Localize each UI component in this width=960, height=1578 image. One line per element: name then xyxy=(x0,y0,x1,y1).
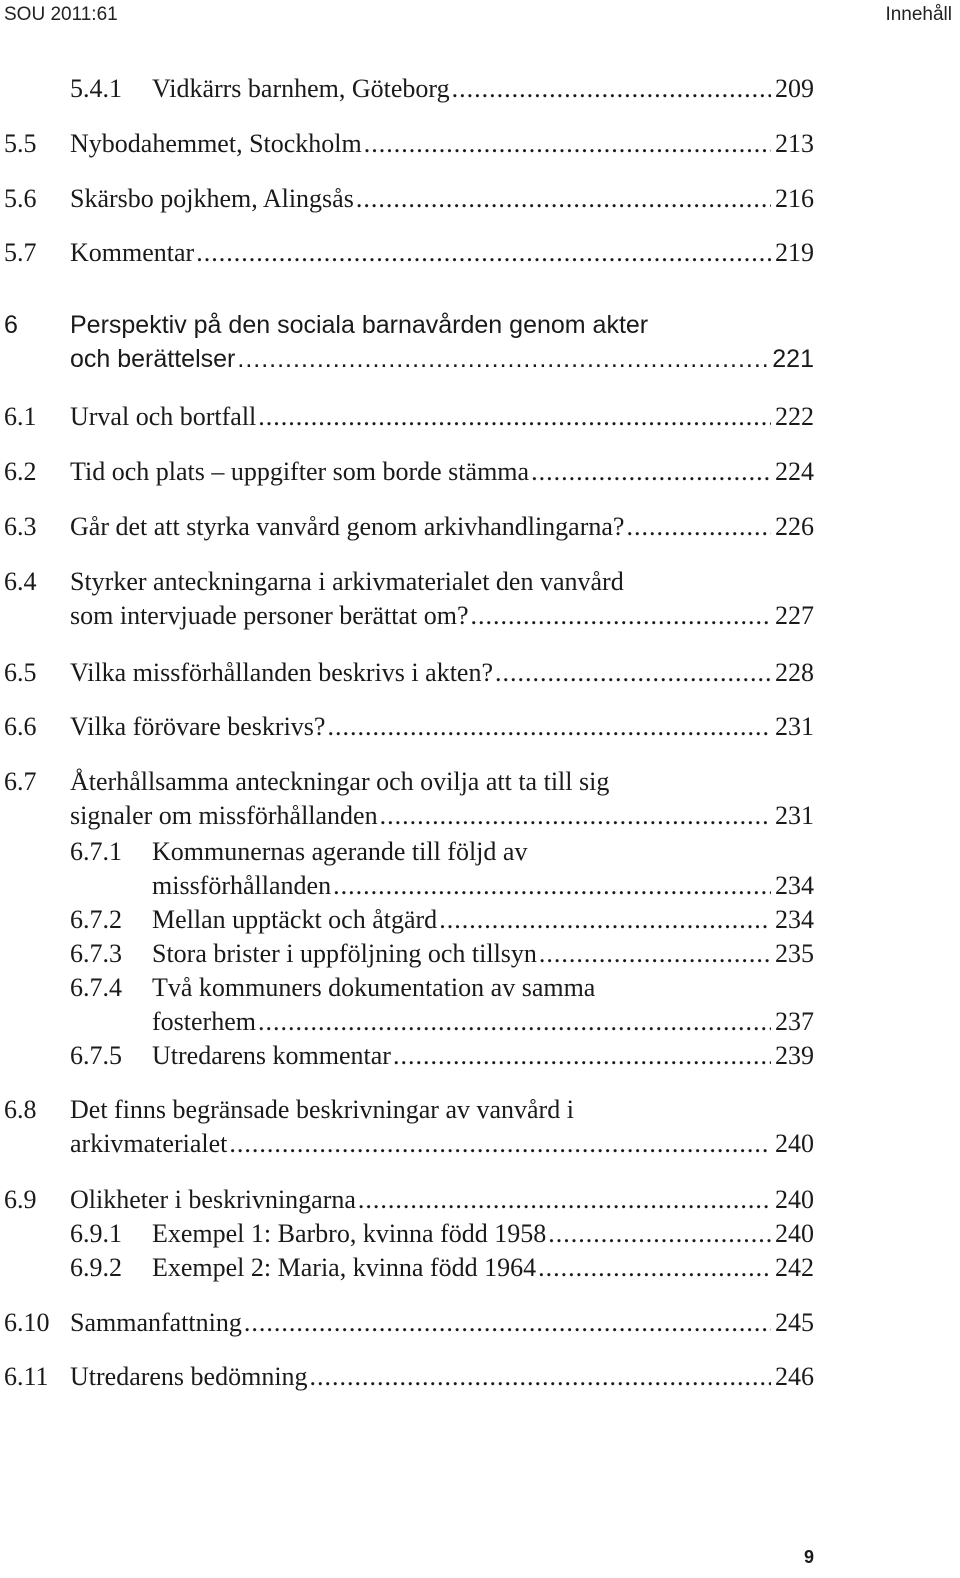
toc-entry-number: 6.5 xyxy=(4,658,37,687)
toc-entry-title: Nybodahemmet, Stockholm xyxy=(70,129,362,158)
dot-leader xyxy=(356,182,771,216)
toc-entry-page: 213 xyxy=(775,129,814,158)
toc-entry-title: Utredarens kommentar xyxy=(152,1041,391,1070)
dot-leader xyxy=(333,869,771,903)
toc-entry-title: Vidkärrs barnhem, Göteborg xyxy=(152,74,450,103)
toc-entry-title: Mellan upptäckt och åtgärd xyxy=(152,905,438,934)
running-header-left: SOU 2011:61 xyxy=(4,4,118,25)
dot-leader xyxy=(310,1360,771,1394)
toc-entry-title: som intervjuade personer berättat om? xyxy=(70,601,469,630)
toc-entry-page: 209 xyxy=(775,74,814,103)
toc-entry-title: signaler om missförhållanden xyxy=(70,801,378,830)
dot-leader xyxy=(364,127,771,161)
dot-leader xyxy=(327,710,771,744)
toc-entry-title: arkivmaterialet xyxy=(70,1129,228,1158)
toc-entry-number: 5.6 xyxy=(4,184,37,213)
dot-leader xyxy=(439,903,771,937)
toc-entry-title: Går det att styrka vanvård genom arkivhandlingarna? xyxy=(70,512,625,541)
dot-leader xyxy=(229,1127,771,1161)
toc-entry-title: Exempel 2: Maria, kvinna född 1964 xyxy=(152,1253,537,1282)
toc-entry-number: 6.7.3 xyxy=(70,939,122,968)
toc-entry-title: Kommunernas agerande till följd av xyxy=(152,837,528,866)
toc-entry-title: fosterhem xyxy=(152,1007,256,1036)
dot-leader xyxy=(539,937,771,971)
page-number: 9 xyxy=(803,1547,814,1567)
toc-entry-number: 5.4.1 xyxy=(70,74,122,103)
toc-entry-number: 5.7 xyxy=(4,238,37,267)
toc-entry-page: 242 xyxy=(775,1253,814,1282)
toc-entry-page: 239 xyxy=(775,1041,814,1070)
toc-entry-page: 234 xyxy=(775,871,814,900)
toc-entry-title: missförhållanden xyxy=(152,871,332,900)
dot-leader xyxy=(471,599,771,633)
toc-entry-number: 5.5 xyxy=(4,129,37,158)
toc-entry-page: 221 xyxy=(772,345,814,373)
toc-entry-title: Sammanfattning xyxy=(70,1308,242,1337)
toc-entry-page: 227 xyxy=(775,601,814,630)
toc-entry-number: 6.3 xyxy=(4,512,37,541)
toc-entry-number: 6.9.2 xyxy=(70,1253,122,1282)
toc-entry-number: 6.2 xyxy=(4,457,37,486)
toc-entry-title: och berättelser xyxy=(70,345,236,373)
dot-leader xyxy=(237,342,768,376)
dot-leader xyxy=(626,510,771,544)
toc-entry-page: 224 xyxy=(775,457,814,486)
toc-entry-title: Stora brister i uppföljning och tillsyn xyxy=(152,939,537,968)
toc-entry-page: 222 xyxy=(775,402,814,431)
toc-entry-title: Två kommuners dokumentation av samma xyxy=(152,973,596,1002)
toc-entry-number: 6.9 xyxy=(4,1185,37,1214)
toc-entry-title: Kommentar xyxy=(70,238,195,267)
toc-entry-number: 6.10 xyxy=(4,1308,50,1337)
toc-entry-number: 6.1 xyxy=(4,402,37,431)
dot-leader xyxy=(531,455,771,489)
toc-entry-title: Olikheter i beskrivningarna xyxy=(70,1185,356,1214)
toc-entry-title: Vilka missförhållanden beskrivs i akten? xyxy=(70,658,493,687)
toc-entry-number: 6.4 xyxy=(4,567,37,596)
toc-entry-number: 6.7.5 xyxy=(70,1041,122,1070)
toc-entry-page: 216 xyxy=(775,184,814,213)
toc-entry-page: 228 xyxy=(775,658,814,687)
toc-entry-title: Det finns begränsade beskrivningar av vanvård i xyxy=(70,1095,574,1124)
dot-leader xyxy=(452,72,771,106)
toc-entry-title: Urval och bortfall xyxy=(70,402,257,431)
toc-entry-title: Återhållsamma anteckningar och ovilja att ta till sig xyxy=(70,767,610,796)
toc-entry-page: 240 xyxy=(775,1185,814,1214)
toc-entry-page: 245 xyxy=(775,1308,814,1337)
dot-leader xyxy=(258,400,771,434)
toc-entry-page: 226 xyxy=(775,512,814,541)
toc-entry-page: 231 xyxy=(775,801,814,830)
toc-entry-number: 6.6 xyxy=(4,712,37,741)
toc-entry-number: 6.7.2 xyxy=(70,905,122,934)
dot-leader xyxy=(196,236,771,270)
toc-entry-number: 6.9.1 xyxy=(70,1219,122,1248)
dot-leader xyxy=(380,799,771,833)
toc-entry-title: Exempel 1: Barbro, kvinna född 1958 xyxy=(152,1219,547,1248)
toc-entry-page: 235 xyxy=(775,939,814,968)
dot-leader xyxy=(548,1217,771,1251)
toc-entry-number: 6 xyxy=(4,311,18,339)
toc-entry-page: 246 xyxy=(775,1362,814,1391)
dot-leader xyxy=(495,656,771,690)
toc-entry-title: Tid och plats – uppgifter som borde stämma xyxy=(70,457,530,486)
dot-leader xyxy=(538,1251,771,1285)
dot-leader xyxy=(258,1005,771,1039)
dot-leader xyxy=(393,1039,771,1073)
toc-entry-number: 6.11 xyxy=(4,1362,49,1391)
toc-entry-title: Vilka förövare beskrivs? xyxy=(70,712,326,741)
toc-entry-title: Skärsbo pojkhem, Alingsås xyxy=(70,184,354,213)
toc-entry-page: 240 xyxy=(775,1129,814,1158)
toc-entry-number: 6.7 xyxy=(4,767,37,796)
toc-entry-page: 231 xyxy=(775,712,814,741)
toc-entry-title: Utredarens bedömning xyxy=(70,1362,308,1391)
dot-leader xyxy=(358,1183,771,1217)
toc-entry-number: 6.7.1 xyxy=(70,837,122,866)
toc-entry-title: Styrker anteckningarna i arkivmaterialet den vanvård xyxy=(70,567,624,596)
toc-entry-number: 6.7.4 xyxy=(70,973,122,1002)
dot-leader xyxy=(244,1306,771,1340)
toc-entry-title: Perspektiv på den sociala barnavården genom akter xyxy=(70,311,649,339)
toc-entry-page: 219 xyxy=(775,238,814,267)
toc-entry-page: 240 xyxy=(775,1219,814,1248)
toc-entry-page: 234 xyxy=(775,905,814,934)
toc-entry-number: 6.8 xyxy=(4,1095,37,1124)
toc-entry-page: 237 xyxy=(775,1007,814,1036)
running-header-right: Innehåll xyxy=(885,4,952,25)
